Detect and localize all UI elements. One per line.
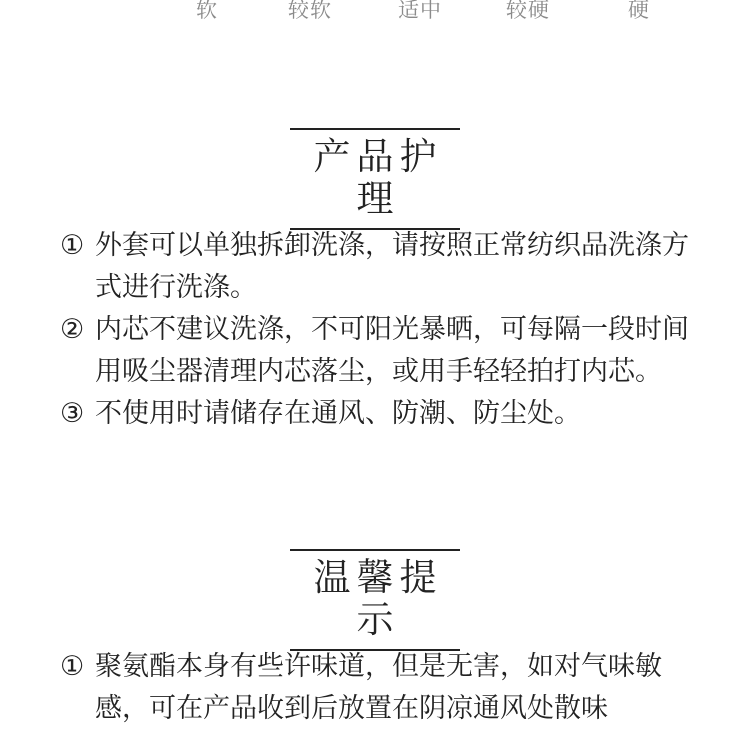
- care-item-2-text: 内芯不建议洗涤，不可阳光暴晒，可每隔一段时间用吸尘器清理内芯落尘，或用手轻轻拍打内芯。: [95, 314, 689, 387]
- care-section-title: 产品护理: [290, 128, 460, 230]
- care-item-2-marker: ②: [60, 314, 85, 345]
- care-item-1-marker: ①: [60, 230, 85, 261]
- care-instructions-list: [60, 225, 700, 435]
- tips-item-1: [60, 646, 700, 730]
- care-item-1-text: 外套可以单独拆卸洗涤，请按照正常纺织品洗涤方式进行洗涤。: [95, 230, 689, 303]
- care-item-3-text: 不使用时请储存在通风、防潮、防尘处。: [95, 398, 581, 429]
- care-item-1: [60, 225, 700, 309]
- tips-item-1-text: 聚氨酯本身有些许味道，但是无害，如对气味敏感，可在产品收到后放置在阴凉通风处散味: [95, 651, 662, 724]
- care-item-3: [60, 393, 700, 435]
- care-section-header: [0, 128, 750, 230]
- tips-item-1-marker: ①: [60, 651, 85, 682]
- tips-section-title: 温馨提示: [290, 549, 460, 651]
- softness-label-medium: 适中: [398, 0, 442, 22]
- softness-label-slightly-firm: 较硬: [506, 0, 550, 22]
- care-item-2: [60, 309, 700, 393]
- tips-section-header: [0, 549, 750, 651]
- softness-scale: [0, 0, 750, 24]
- care-item-3-marker: ③: [60, 398, 85, 429]
- softness-label-soft: 软: [196, 0, 218, 22]
- softness-label-firm: 硬: [628, 0, 650, 22]
- tips-list: [60, 646, 700, 730]
- softness-label-slightly-soft: 较软: [288, 0, 332, 22]
